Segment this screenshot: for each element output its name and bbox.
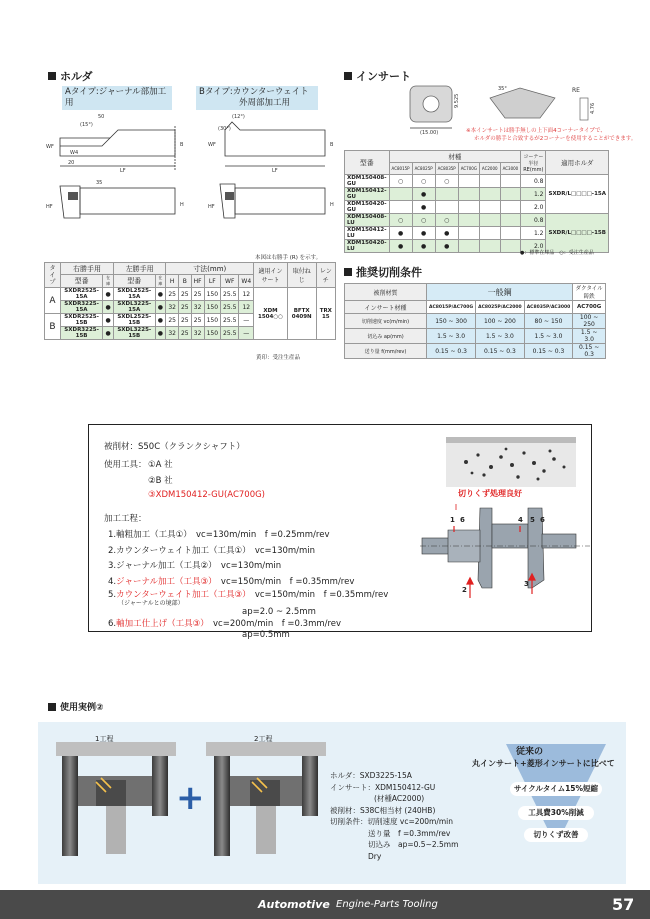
svg-text:4.76: 4.76 — [590, 102, 596, 114]
table-row: SXDR2525-15B — [61, 314, 103, 327]
holder-note: 本図は右勝手 (R) を示す。 — [255, 255, 322, 261]
result-3: 切りくず改善 — [524, 828, 588, 842]
type-b-cell: B — [45, 314, 61, 340]
holder-a-top-view — [46, 114, 184, 174]
table-row: 切削速度 vc(m/min) — [345, 314, 427, 329]
th-right: 右勝手用 — [61, 263, 114, 275]
step-5-sub: （ジャーナルとの境部） — [118, 600, 184, 607]
type-a-label: Aタイプ:ジャーナル部加工用 — [62, 86, 172, 110]
table-row: 切込み ap(mm) — [345, 329, 427, 344]
svg-text:20: 20 — [68, 160, 75, 166]
svg-text:6: 6 — [460, 516, 465, 524]
case1-steps — [108, 528, 388, 640]
chip-label: 切りくず処理良好 — [458, 489, 522, 498]
insert-note-2: ホルダの勝手と合致するが2コーナーを使用することができます。 — [474, 136, 637, 142]
th-stock-r: 在庫 — [103, 275, 114, 288]
svg-text:(15°): (15°) — [80, 122, 93, 128]
svg-text:6: 6 — [540, 516, 545, 524]
holder-b-top-view — [208, 114, 334, 174]
table-row: XDM150412-LU — [345, 227, 390, 240]
insert-note-1: ※本インサートは勝手無しの上下面4コーナータイプで、 — [466, 128, 606, 134]
th-wf: WF — [221, 275, 239, 288]
footer-bar — [0, 890, 650, 919]
footer-subtitle: Engine-Parts Tooling — [336, 899, 438, 910]
process-step-2-image — [206, 732, 326, 864]
insert-table: 型番 材種 コーナー半径 RE(mm) 適用ホルダ AC8015P AC8025P AC8035P AC700G AC2000 AC3000 XDM150408-GU ○ ○ ○ 0.8 SXDR/L□□□□-15A XDM150412-GU ● 1.2 XDM150420-GU ● 2.0 XDM150408-LU ○ ○ ○ 0.8 SXDR/L□□□□-15B XDM150412-LU ● ● ● 1.2 XDM150420-LU ● ● ● 2.0 — [344, 150, 609, 253]
step-2: 2.カウンターウェイト加工（工具①） vc=130m/min — [108, 545, 316, 556]
th-stock-l: 在庫 — [155, 275, 166, 288]
svg-text:H: H — [180, 202, 184, 208]
th-h: H — [166, 275, 179, 288]
page-number: 57 — [612, 895, 635, 914]
insert-section-title: インサート — [344, 68, 411, 84]
svg-text:9.525: 9.525 — [454, 93, 460, 108]
process-step-1-image — [56, 732, 176, 864]
result-1: サイクルタイム15%短縮 — [510, 782, 602, 796]
insert-legend: ●：標準在庫品 ○：受注生産品 — [520, 250, 594, 256]
th-wrench: レンチ — [316, 263, 335, 288]
th-type: タイプ — [45, 263, 61, 288]
th-model-l: 型番 — [114, 275, 155, 288]
footer-brand: Automotive — [258, 898, 330, 911]
svg-text:(15.00): (15.00) — [420, 130, 439, 136]
case2-specs: ホルダ：SXD3225-15A インサート：XDM150412-GU (材種AC2000) 被削材：S38C相当材 (240HB) 切削条件：切削速度 vc=200m/min 送り量 f =0.3mm/rev 切込み ap=0.5~2.5mm Dry — [330, 771, 459, 861]
th-insert-model: 型番 — [345, 151, 390, 175]
svg-text:B: B — [180, 142, 184, 148]
svg-text:1: 1 — [450, 516, 455, 524]
svg-text:3: 3 — [524, 580, 529, 588]
compare-line-1: 従来の — [516, 747, 544, 757]
type-b-label: Bタイプ:カウンターウェイト 外周部加工用 — [196, 86, 318, 110]
step-3: 3.ジャーナル加工（工具②） vc=130m/min — [108, 561, 282, 571]
svg-text:HF: HF — [46, 204, 53, 210]
step-4: 4.ジャーナル加工（工具③） vc=150m/min f =0.35mm/rev — [108, 576, 355, 587]
step-1-label: 1工程 — [95, 735, 114, 743]
case1-tool-3: ③XDM150412-GU(AC700G) — [148, 490, 265, 500]
svg-text:RE: RE — [572, 87, 580, 94]
svg-text:B: B — [330, 142, 334, 148]
step-6-ap: ap=0.5mm — [242, 630, 290, 640]
insert-cell: XDM 1504○○ — [254, 288, 288, 340]
svg-text:50: 50 — [98, 114, 105, 120]
table-row: XDM150408-GU — [345, 175, 390, 188]
holder-drawings — [40, 108, 340, 258]
case1-process-label: 加工工程： — [104, 514, 147, 524]
table-row: XDM150420-LU — [345, 240, 390, 253]
svg-text:WF: WF — [46, 144, 54, 150]
th-model-r: 型番 — [61, 275, 103, 288]
cond-table: 被削材質 一般鋼 ダクタイル鋳鉄 インサート材種 AC8015P/AC700G AC8025P/AC2000 AC8035P/AC3000 AC700G 切削速度 vc(m/min) 150 ~ 300 100 ~ 200 80 ~ 150 100 ~ 250 切込み ap(mm) 1.5 ~ 3.0 1.5 ~ 3.0 1.5 ~ 3.0 1.5 ~ 3.0 送り量 f(mm/rev) 0.15 ~ 0.3 0.15 ~ 0.3 0.15 ~ 0.3 0.15 ~ 0.3 — [344, 283, 606, 359]
holder-b-side-view — [208, 184, 334, 218]
case2-title: 使用実例② — [48, 700, 104, 713]
step-1: 1.軸粗加工（工具①） vc=130m/min f =0.25mm/rev — [108, 530, 330, 540]
table-row: XDM150408-LU — [345, 214, 390, 227]
th-b: B — [178, 275, 191, 288]
th-dim: 寸法(mm) — [166, 263, 254, 275]
table-row: 送り量 f(mm/rev) — [345, 344, 427, 359]
case1-tool-2: ②B 社 — [148, 476, 173, 486]
holder-table-note: 黄印：受注生産品 — [256, 355, 301, 361]
svg-text:(30°): (30°) — [218, 126, 231, 132]
plus-sign: + — [176, 778, 205, 818]
case1-tool-1: ①A 社 — [148, 460, 173, 470]
th-re: コーナー半径 RE(mm) — [521, 151, 546, 175]
th-insert: 適用インサート — [254, 263, 288, 288]
svg-text:W4: W4 — [70, 150, 79, 156]
svg-text:(12°): (12°) — [232, 114, 245, 120]
table-row: XDM150420-GU — [345, 201, 390, 214]
svg-text:2: 2 — [462, 586, 467, 594]
svg-text:35: 35 — [96, 180, 103, 186]
holder-section-title: ホルダ — [48, 68, 93, 84]
step-6: 6.軸加工仕上げ（工具③） vc=200m/min f =0.3mm/rev — [108, 619, 342, 629]
th-screw: 取付ねじ — [287, 263, 316, 288]
case1-work: 被削材：S50C（クランクシャフト） — [104, 442, 245, 452]
th-grade: 材種 — [389, 151, 521, 163]
chip-photo — [446, 437, 576, 487]
th-left: 左勝手用 — [114, 263, 166, 275]
th-hf: HF — [191, 275, 204, 288]
table-row: SXDR2525-15A — [61, 288, 103, 301]
holder-table: タイプ 右勝手用 左勝手用 寸法(mm) 適用インサート 取付ねじ レンチ 型番 在庫 型番 在庫 H B HF LF WF W4 A SXDR2525-15A ● SXDL2525-15A ● 25 25 25 150 25.5 12 XDM 1504○○ BFTX 0409N TRX 15 SXDR3225-15A ● SXDL3225-15A ● 32 25 32 150 25.5 12 B SXDR2525-15B ● SXDL2525-15B ● 25 25 25 150 25.5 — SXDR3225-15B ● SXDL3225-15B ● 32 25 32 150 25.5 — — [44, 262, 336, 340]
result-2: 工具費30%削減 — [518, 806, 594, 820]
cond-section-title: 推奨切削条件 — [344, 264, 422, 280]
table-row: SXDR3225-15A — [61, 301, 103, 314]
svg-text:H: H — [330, 202, 334, 208]
table-row: XDM150412-GU — [345, 188, 390, 201]
svg-text:35°: 35° — [498, 86, 507, 92]
th-lf: LF — [204, 275, 220, 288]
svg-text:5: 5 — [530, 516, 535, 524]
svg-text:HF: HF — [208, 204, 215, 210]
crankshaft-drawing — [420, 498, 590, 608]
step-2-label: 2工程 — [254, 735, 273, 743]
wrench-cell: TRX 15 — [316, 288, 335, 340]
svg-text:LF: LF — [272, 168, 278, 174]
step-5: 5.カウンターウェイト加工（工具③） vc=150m/min f =0.35mm/rev — [108, 590, 389, 600]
holder-a-side-view — [46, 180, 184, 218]
th-w4: W4 — [239, 275, 254, 288]
th-holder: 適用ホルダ — [546, 151, 609, 175]
svg-text:LF: LF — [120, 168, 126, 174]
step-5-ap: ap=2.0 ~ 2.5mm — [242, 607, 316, 617]
holder-cell-a: SXDR/L□□□□-15A — [546, 175, 609, 214]
svg-text:WF: WF — [208, 142, 216, 148]
case1-tool-label: 使用工具： — [104, 460, 147, 470]
svg-text:4: 4 — [518, 516, 523, 524]
compare-line-2: 丸インサート+菱形インサートに比べて — [472, 759, 615, 768]
screw-cell: BFTX 0409N — [287, 288, 316, 340]
type-a-cell: A — [45, 288, 61, 314]
holder-cell-b: SXDR/L□□□□-15B — [546, 214, 609, 253]
table-row: SXDR3225-15B — [61, 327, 103, 340]
